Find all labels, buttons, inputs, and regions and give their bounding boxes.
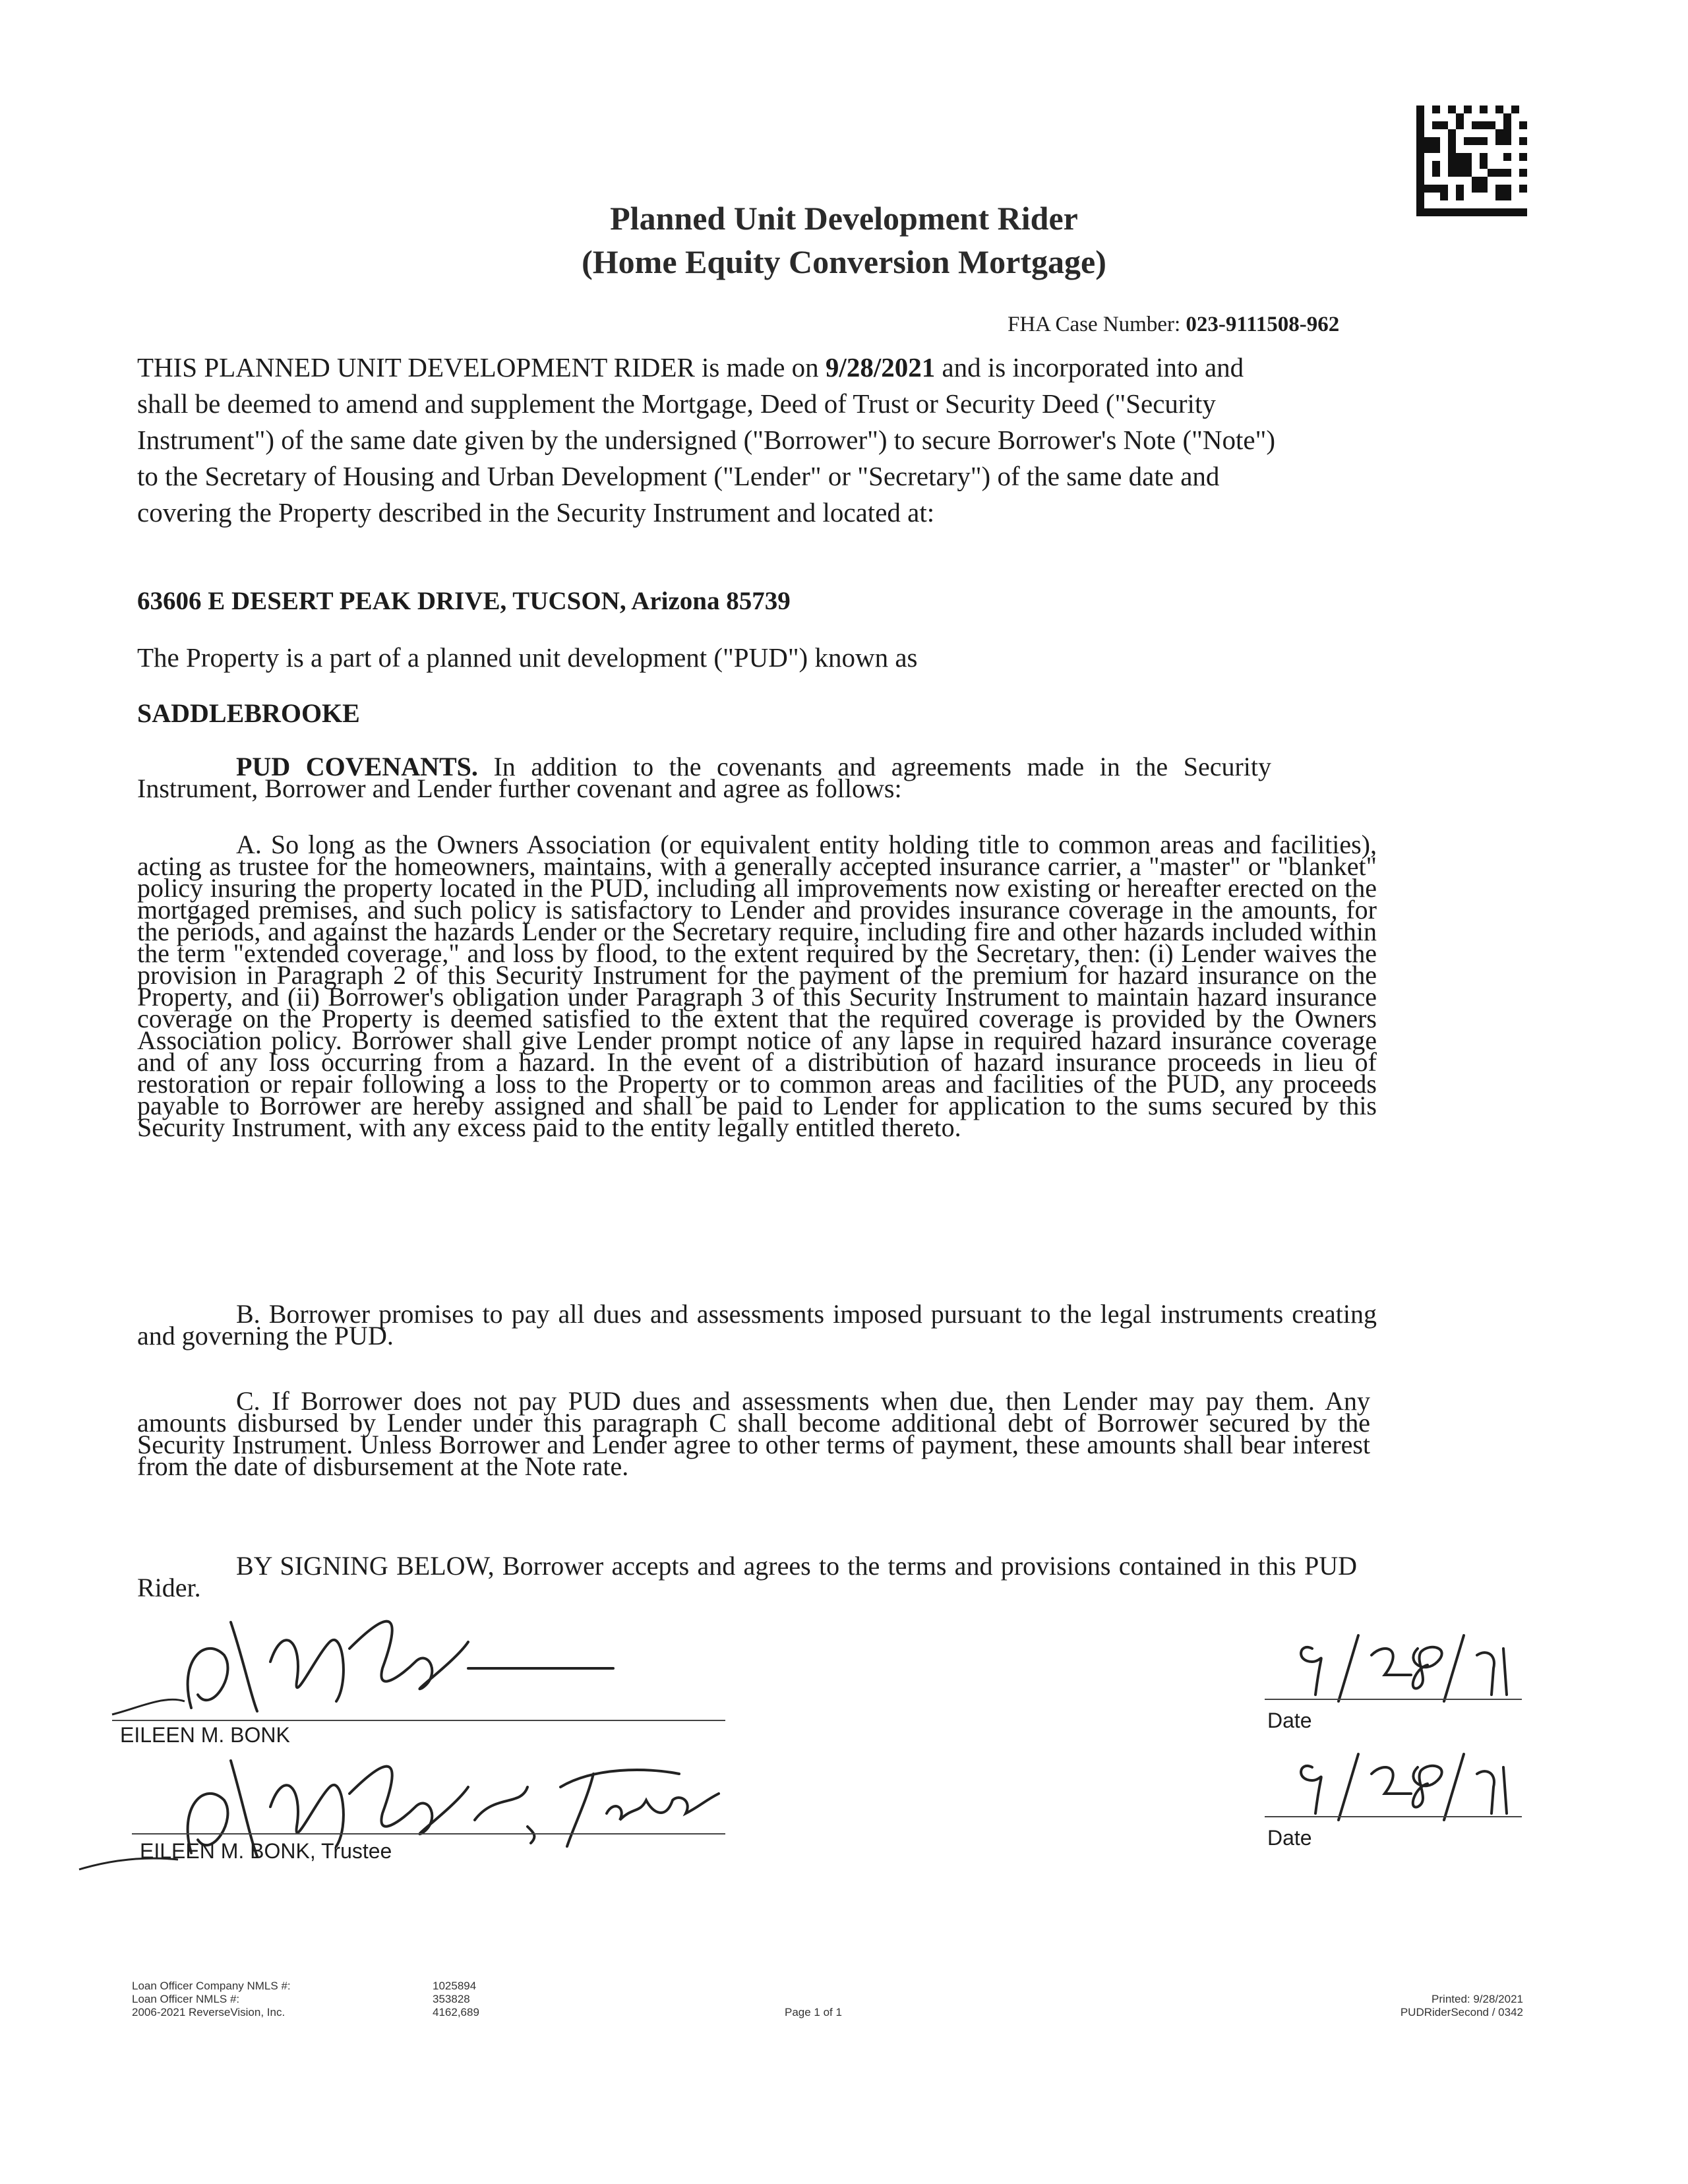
- intro-text: Instrument") of the same date given by the undersigned ("Borrower") to secure Borrower's Note ("Note"): [137, 425, 1275, 455]
- covenant-paragraph-a: A. So long as the Owners Association (or equivalent entity holding title to common areas and facilities), acting as trustee for the homeowners, maintains, with a generally accepted insurance carrier, a "master" or "blanket" policy insuring the property located in the PUD, including all improvements now existing or hereafter erected on the mortgaged premises, and such policy is satisfactory to Lender and provides insurance coverage in the amounts, for the periods, and against the hazards Lender or the Secretary require, including fire and other hazards included within the term "extended coverage," and loss by flood, to the extent required by the Secretary, then: (i) Lender waives the provision in Paragraph 2 of this Security Instrument for the payment of the premium for hazard insurance on the Property, and (ii) Borrower's obligation under Paragraph 3 of this Security Instrument to maintain hazard insurance coverage on the Property is deemed satisfied to the extent that the required coverage is provided by the Owners Association policy. Borrower shall give Lender prompt notice of any lapse in required hazard insurance coverage and of any loss occurring from a hazard. In the event of a distribution of hazard insurance proceeds in lieu of restoration or repair following a loss to the Property or to common areas and facilities of the PUD, any proceeds payable to Borrower are hereby assigned and shall be paid to Lender for application to the sums secured by this Security Instrument, with any excess paid to the entity legally entitled thereto.: [137, 830, 1377, 1142]
- rider-date: 9/28/2021: [825, 352, 936, 382]
- document-title-line2: (Home Equity Conversion Mortgage): [582, 243, 1106, 280]
- intro-text: shall be deemed to amend and supplement the Mortgage, Deed of Trust or Security Deed ("Security: [137, 388, 1216, 419]
- pud-name: SADDLEBROOKE: [137, 698, 360, 728]
- footer-copyright: 2006-2021 ReverseVision, Inc.: [132, 2006, 286, 2018]
- covenants-intro: [137, 752, 1271, 803]
- footer-company-nmls-label: Loan Officer Company NMLS #:: [132, 1980, 291, 1992]
- footer-officer-nmls-value: 353828: [433, 1993, 470, 2005]
- property-address: 63606 E DESERT PEAK DRIVE, TUCSON, Arizona 85739: [137, 587, 791, 615]
- covenants-intro-text: In addition to the covenants and agreements made in the Security Instrument, Borrower and Lender further covenant and agree as follows:: [137, 752, 1271, 803]
- covenants-heading: PUD COVENANTS.: [236, 752, 478, 781]
- footer-form-code: PUDRiderSecond / 0342: [1400, 2006, 1523, 2018]
- signing-statement: BY SIGNING BELOW, Borrower accepts and agrees to the terms and provisions contained in this PUD Rider.: [137, 1551, 1357, 1602]
- fha-case-label: FHA Case Number:: [1008, 313, 1181, 336]
- footer-code-value: 4162,689: [433, 2006, 479, 2018]
- handwritten-date-1: [1286, 1622, 1523, 1708]
- footer-page-number: Page 1 of 1: [785, 2006, 842, 2018]
- date-label-1: Date: [1267, 1709, 1312, 1732]
- signer-name-1: EILEEN M. BONK: [120, 1723, 290, 1747]
- intro-text: THIS PLANNED UNIT DEVELOPMENT RIDER is made on: [137, 352, 826, 382]
- date-line-2: [1265, 1816, 1522, 1817]
- pud-intro: The Property is a part of a planned unit development ("PUD") known as: [137, 642, 918, 673]
- footer-officer-nmls-label: Loan Officer NMLS #:: [132, 1993, 240, 2005]
- signature-line-1: [112, 1720, 725, 1721]
- covenant-paragraph-b: B. Borrower promises to pay all dues and assessments imposed pursuant to the legal instruments creating and governing the PUD.: [137, 1299, 1377, 1350]
- footer-right: [1253, 1993, 1523, 2019]
- intro-text: covering the Property described in the Security Instrument and located at:: [137, 497, 935, 528]
- intro-paragraph: [137, 349, 1575, 531]
- handwritten-date-2: [1286, 1741, 1523, 1827]
- signer-name-2: EILEEN M. BONK, Trustee: [140, 1839, 392, 1863]
- borrower-signature-1: [99, 1583, 626, 1728]
- footer-left-labels: [132, 1980, 422, 2019]
- date-line-1: [1265, 1699, 1522, 1700]
- footer-left-values: [433, 1980, 551, 2019]
- footer-company-nmls-value: 1025894: [433, 1980, 477, 1992]
- fha-case-value: 023-9111508-962: [1186, 313, 1340, 336]
- intro-text: and is incorporated into and: [935, 352, 1244, 382]
- footer-printed-date: Printed: 9/28/2021: [1432, 1993, 1523, 2005]
- document-title-line1: Planned Unit Development Rider: [610, 200, 1078, 237]
- date-label-2: Date: [1267, 1826, 1312, 1850]
- covenant-paragraph-c: C. If Borrower does not pay PUD dues and assessments when due, then Lender may pay them. Any amounts disbursed by Lender under this paragraph C shall become additional debt of Borrower secured by the Security Instrument. Unless Borrower and Lender agree to other terms of payment, these amounts shall bear interest from the date of disbursement at the Note rate.: [137, 1386, 1370, 1481]
- fha-case-number: [1008, 311, 1339, 338]
- signature-line-2: [132, 1833, 725, 1835]
- intro-text: to the Secretary of Housing and Urban Development ("Lender" or "Secretary") of the same date and: [137, 461, 1220, 491]
